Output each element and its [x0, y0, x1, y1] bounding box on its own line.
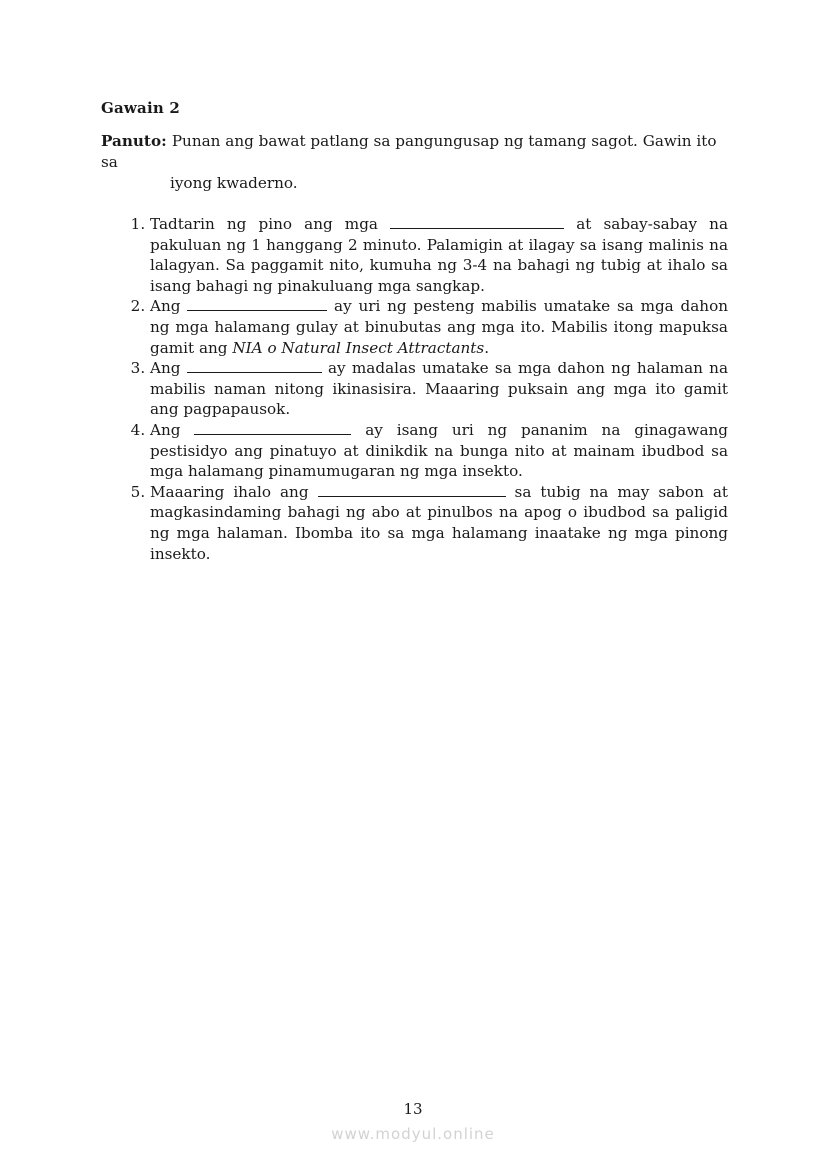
question-5-text-before: Maaaring ihalo ang: [150, 482, 309, 501]
question-2-text-end: .: [484, 338, 490, 357]
question-2-text-after: ay uri ng pesteng mabilis umatake sa mga dahon ng mga halamang gulay at binubutas ang mga ito. Mabilis itong mapuksa gamit ang: [150, 297, 728, 357]
question-1-text-before: Tadtarin ng pino ang mga: [150, 215, 378, 233]
question-5-text-after: sa tubig na may sabon at magkasindaming bahagi ng abo at pinulbos na apog o ibudbod sa paligid ng mga halaman. Ibomba ito sa mga halamang inaatake ng mga pinong insekto.: [150, 482, 729, 563]
question-1-text-after: at sabay-sabay na pakuluan ng 1 hanggang 2 minuto. Palamigin at ilagay sa isang malinis na lalagyan. Sa paggamit nito, kumuha ng 3-4 na bahagi ng tubig at ihalo sa isang bahagi ng pinakuluang mga sangkap.: [150, 215, 729, 295]
question-list: [101, 214, 728, 564]
answer-blank-3: [187, 358, 322, 373]
question-2-italic-term: NIA o Natural Insect Attractants: [232, 338, 485, 357]
instructions-line-2: iyong kwaderno.: [170, 174, 298, 192]
question-item-4: [150, 420, 728, 482]
question-item-2: [150, 296, 728, 358]
question-4-text-before: Ang: [150, 420, 181, 439]
question-3-text-after: ay madalas umatake sa mga dahon ng halaman na mabilis naman nitong ikinasisira. Maaaring puksain ang mga ito gamit ang pagpapausok.: [150, 359, 729, 419]
question-item-3: [150, 358, 728, 420]
instructions-label: Panuto:: [101, 132, 167, 150]
question-4-text-after: ay isang uri ng pananim na ginagawang pestisidyo ang pinatuyo at dinikdik na bunga nito at mainam ibudbod sa mga halamang pinamumugaran ng mga insekto.: [150, 420, 729, 481]
watermark: www.modyul.online: [331, 1125, 495, 1143]
instructions-line-1: [101, 131, 731, 173]
question-item-1: [150, 214, 728, 296]
instructions: [101, 131, 731, 194]
answer-blank-5: [318, 482, 506, 497]
question-2-text-before: Ang: [150, 297, 181, 316]
question-3-text-before: Ang: [150, 359, 181, 378]
instructions-text-1: Punan ang bawat patlang sa pangungusap ng tamang sagot. Gawin ito sa: [101, 132, 717, 171]
page-number: 13: [403, 1100, 423, 1118]
question-item-5: [150, 482, 728, 564]
activity-title: Gawain 2: [101, 99, 181, 117]
answer-blank-2: [187, 296, 327, 311]
answer-blank-4: [194, 420, 351, 435]
answer-blank-1: [390, 214, 564, 229]
